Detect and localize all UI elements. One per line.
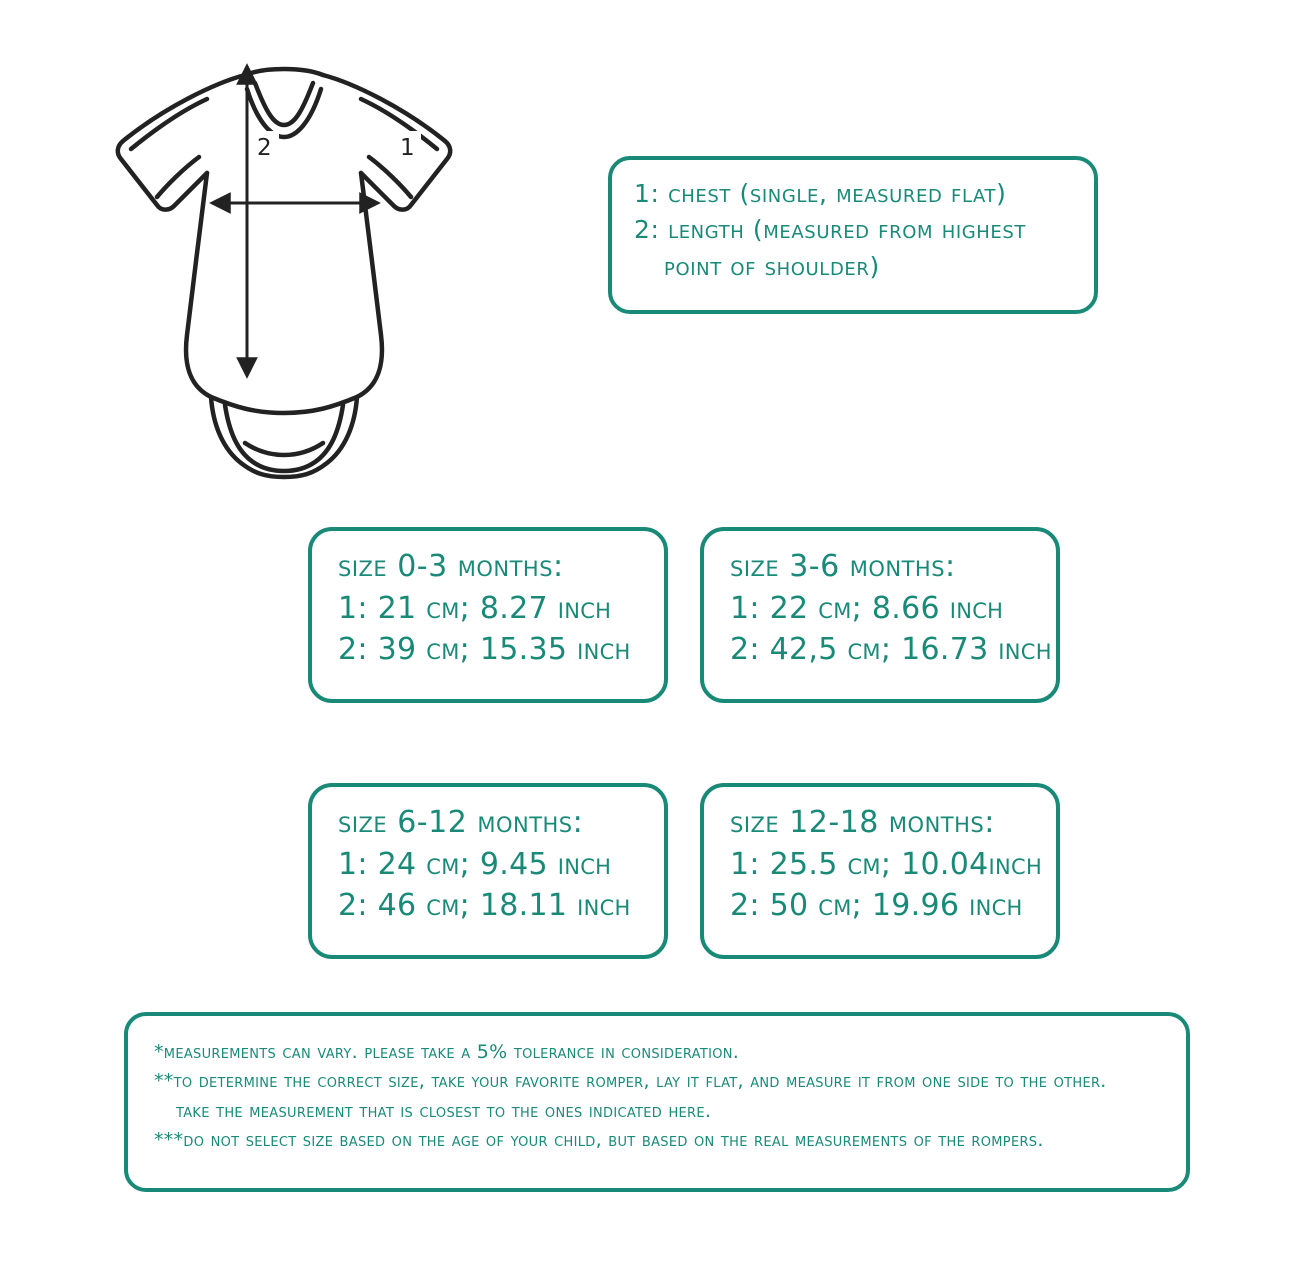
snap-line <box>245 443 323 455</box>
length-arrow-top <box>239 67 255 83</box>
size-card-length: 2: 46 cm; 18.11 inch <box>338 887 631 923</box>
size-card-length: 2: 50 cm; 19.96 inch <box>730 887 1023 923</box>
note-line-howto-cont: take the measurement that is closest to the ones indicated here. <box>176 1099 712 1122</box>
snap-panel-top <box>211 397 357 413</box>
size-card-chest: 1: 21 cm; 8.27 inch <box>338 590 612 626</box>
size-card-chest: 1: 25.5 cm; 10.04inch <box>730 846 1043 882</box>
romper-illustration <box>95 45 475 485</box>
size-card-title: size 0-3 months: <box>338 549 564 584</box>
size-card-length: 2: 42,5 cm; 16.73 inch <box>730 631 1052 667</box>
legend-line-chest: 1: chest (single, measured flat) <box>634 179 1007 208</box>
neck-inner <box>255 83 313 125</box>
chest-arrow-left <box>213 195 229 211</box>
romper-outline-svg <box>95 45 475 485</box>
right-sleeve-inner-line <box>369 157 411 197</box>
size-card-title: size 6-12 months: <box>338 805 584 840</box>
size-card-3-6-months <box>700 527 1060 703</box>
size-card-0-3-months <box>308 527 668 703</box>
chest-arrow-right <box>361 195 377 211</box>
note-line-howto: **to determine the correct size, take your favorite romper, lay it flat, and measure it from one side to the other. <box>154 1070 1107 1093</box>
chest-marker-label: 1 <box>400 135 415 161</box>
length-marker-label: 2 <box>257 135 272 161</box>
shoulder-line <box>245 69 323 75</box>
size-card-title: size 12-18 months: <box>730 805 995 840</box>
note-line-tolerance: *measurements can vary. please take a 5% tolerance in consideration. <box>154 1041 740 1063</box>
notes-box <box>124 1012 1190 1192</box>
note-line-age-warning: ***do not select size based on the age of your child, but based on the real measurements of the rompers. <box>154 1129 1044 1152</box>
size-card-6-12-months <box>308 783 668 959</box>
size-card-title: size 3-6 months: <box>730 549 956 584</box>
legend-box <box>608 156 1098 314</box>
size-card-length: 2: 39 cm; 15.35 inch <box>338 631 631 667</box>
size-card-chest: 1: 24 cm; 9.45 inch <box>338 846 612 882</box>
length-arrow-bottom <box>239 359 255 375</box>
legend-line-length-cont: point of shoulder) <box>664 251 880 281</box>
size-card-chest: 1: 22 cm; 8.66 inch <box>730 590 1004 626</box>
size-card-12-18-months <box>700 783 1060 959</box>
body-left-outline <box>186 173 211 397</box>
left-sleeve-inner-line <box>157 157 199 197</box>
legend-line-length: 2: length (measured from highest <box>634 215 1027 245</box>
